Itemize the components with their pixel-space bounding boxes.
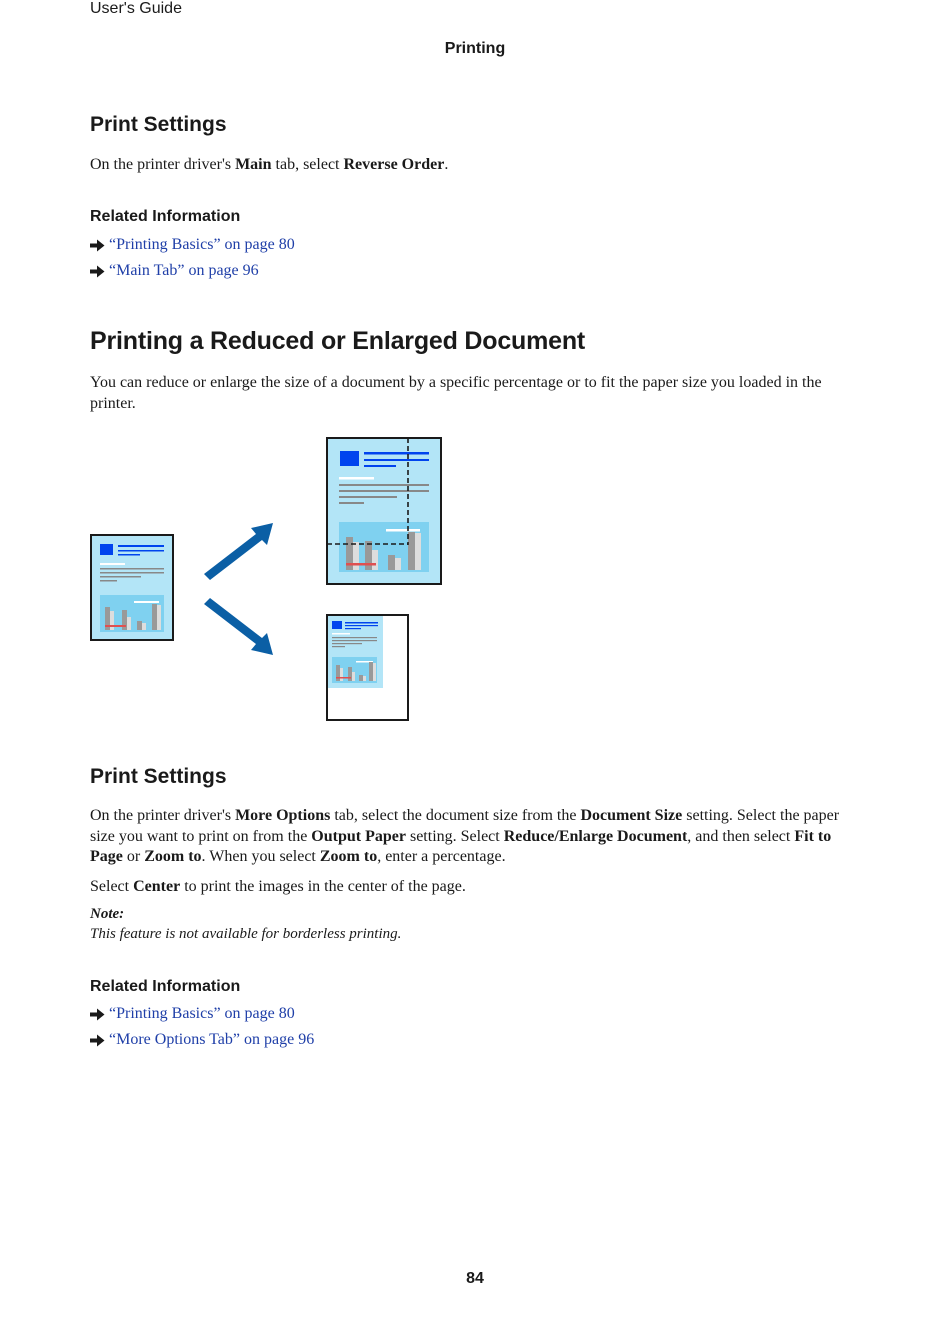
section3-para2 <box>90 877 865 898</box>
right-arrow-icon <box>90 265 105 278</box>
bold-term: Center <box>133 878 181 895</box>
printing-basics-link[interactable]: “Printing Basics” on page 80 <box>109 1005 295 1022</box>
reduce-enlarge-illustration <box>85 432 455 727</box>
related-info-heading-1: Related Information <box>90 208 241 225</box>
bold-term: Reduce/Enlarge Document <box>503 827 688 845</box>
bold-term: Fit to Page <box>90 827 832 865</box>
print-settings-heading-2: Print Settings <box>90 765 227 788</box>
text-run: Select <box>90 878 134 895</box>
reduce-arrow <box>204 598 273 655</box>
related-link-row <box>90 236 295 254</box>
printing-basics-link[interactable]: “Printing Basics” on page 80 <box>109 236 295 253</box>
note-title: Note: <box>90 906 125 922</box>
text-run: or <box>122 848 145 865</box>
right-arrow-icon <box>90 1034 105 1047</box>
section2-intro: You can reduce or enlarge the size of a document by a specific percentage or to fit the paper size you loaded in the printer. <box>90 374 822 412</box>
related-info-heading-2: Related Information <box>90 978 241 995</box>
bold-term: More Options <box>235 807 331 824</box>
right-arrow-icon <box>90 239 105 252</box>
text-run: On the printer driver's <box>90 156 236 173</box>
right-arrow-icon <box>90 1008 105 1021</box>
running-head: User's Guide <box>90 0 182 17</box>
related-link-row <box>90 262 259 280</box>
bold-term: Output Paper <box>311 827 406 845</box>
original-document <box>91 535 173 640</box>
enlarged-document <box>327 438 441 584</box>
text-run: , enter a percentage. <box>377 848 506 865</box>
section-header: Printing <box>444 40 506 57</box>
text-run: setting. Select the paper size you want to print on from the <box>90 807 840 845</box>
print-settings-heading-1: Print Settings <box>90 113 227 136</box>
text-run: to print the images in the center of the page. <box>180 878 466 895</box>
bold-term: Zoom to <box>319 848 378 865</box>
text-run: . <box>444 156 449 173</box>
text-run: , and then select <box>687 827 795 845</box>
text-run: tab, select <box>271 156 344 173</box>
text-run: . When you select <box>201 848 320 865</box>
bold-term: Zoom to <box>144 848 202 865</box>
text-run: On the printer driver's <box>90 807 236 824</box>
bold-term: Document Size <box>580 807 683 824</box>
note-text: This feature is not available for borderless printing. <box>90 926 402 942</box>
note-label <box>90 906 124 923</box>
enlarge-arrow <box>204 523 273 580</box>
reduced-document <box>327 615 408 720</box>
text-run: setting. Select <box>405 827 504 845</box>
more-options-tab-link[interactable]: “More Options Tab” on page 96 <box>109 1031 315 1048</box>
related-link-row <box>90 1031 314 1049</box>
section1-body <box>90 155 860 176</box>
reduce-enlarge-heading: Printing a Reduced or Enlarged Document <box>90 327 586 355</box>
section3-para1 <box>90 806 865 868</box>
main-tab-link[interactable]: “Main Tab” on page 96 <box>109 262 259 279</box>
bold-term: Reverse Order <box>343 156 445 173</box>
bold-term: Main <box>235 156 272 173</box>
text-run: tab, select the document size from the <box>330 807 581 824</box>
related-link-row <box>90 1005 295 1023</box>
page-number: 84 <box>466 1270 484 1287</box>
